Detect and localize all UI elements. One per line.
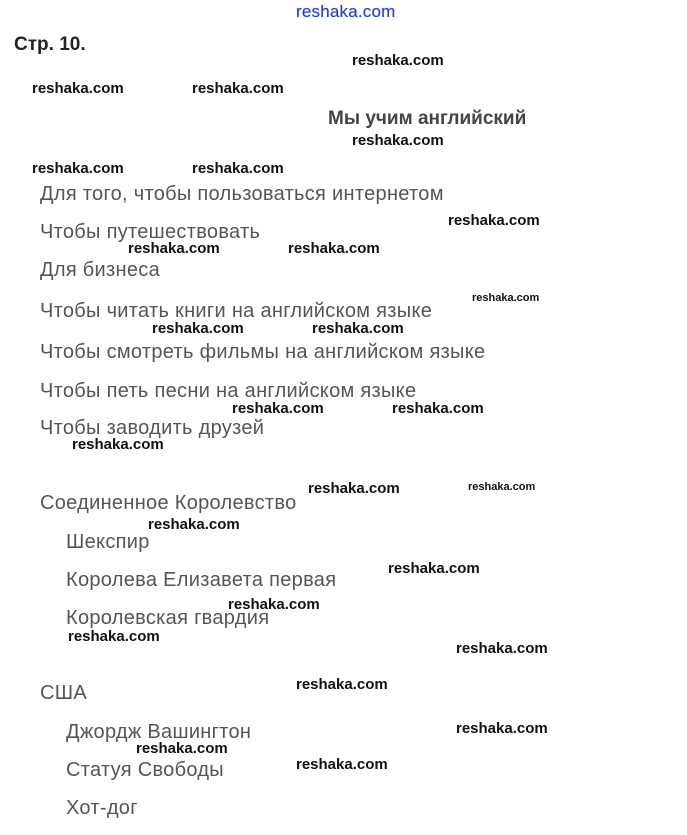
watermark: reshaka.com <box>32 80 124 97</box>
watermark: reshaka.com <box>456 640 548 657</box>
watermark: reshaka.com <box>152 320 244 337</box>
reason-item: Чтобы читать книги на английском языке <box>40 300 433 322</box>
usa-item: Джордж Вашингтон <box>66 721 252 743</box>
watermark: reshaka.com <box>228 596 320 613</box>
watermark: reshaka.com <box>456 720 548 737</box>
watermark: reshaka.com <box>32 160 124 177</box>
watermark: reshaka.com <box>72 436 164 453</box>
watermark: reshaka.com <box>192 80 284 97</box>
reason-item: Для бизнеса <box>40 259 160 281</box>
watermark: reshaka.com <box>472 292 540 304</box>
watermark: reshaka.com <box>352 52 444 69</box>
watermark: reshaka.com <box>288 240 380 257</box>
usa-heading: США <box>40 682 88 704</box>
page-title: Мы учим английский <box>328 108 527 129</box>
uk-heading: Соединенное Королевство <box>40 492 297 514</box>
uk-item: Шекспир <box>66 531 150 553</box>
uk-item: Королева Елизавета первая <box>66 569 337 591</box>
watermark: reshaka.com <box>312 320 404 337</box>
reason-item: Чтобы петь песни на английском языке <box>40 380 417 402</box>
watermark: reshaka.com <box>388 560 480 577</box>
watermark: reshaka.com <box>352 132 444 149</box>
watermark: reshaka.com <box>468 481 536 493</box>
watermark: reshaka.com <box>308 480 400 497</box>
header-watermark: reshaka.com <box>296 2 396 21</box>
uk-item: Королевская гвардия <box>66 607 270 629</box>
watermark: reshaka.com <box>68 628 160 645</box>
watermark: reshaka.com <box>448 212 540 229</box>
watermark: reshaka.com <box>148 516 240 533</box>
page-number: Стр. 10. <box>14 34 86 55</box>
watermark: reshaka.com <box>128 240 220 257</box>
watermark: reshaka.com <box>232 400 324 417</box>
watermark: reshaka.com <box>296 676 388 693</box>
watermark: reshaka.com <box>136 740 228 757</box>
watermark: reshaka.com <box>192 160 284 177</box>
reason-item: Чтобы заводить друзей <box>40 417 265 439</box>
usa-item: Статуя Свободы <box>66 759 224 781</box>
reason-item: Для того, чтобы пользоваться интернетом <box>40 183 444 205</box>
reason-item: Чтобы путешествовать <box>40 221 261 243</box>
watermark: reshaka.com <box>296 756 388 773</box>
watermark: reshaka.com <box>392 400 484 417</box>
reason-item: Чтобы смотреть фильмы на английском языке <box>40 341 486 363</box>
usa-item: Хот-дог <box>66 797 138 819</box>
